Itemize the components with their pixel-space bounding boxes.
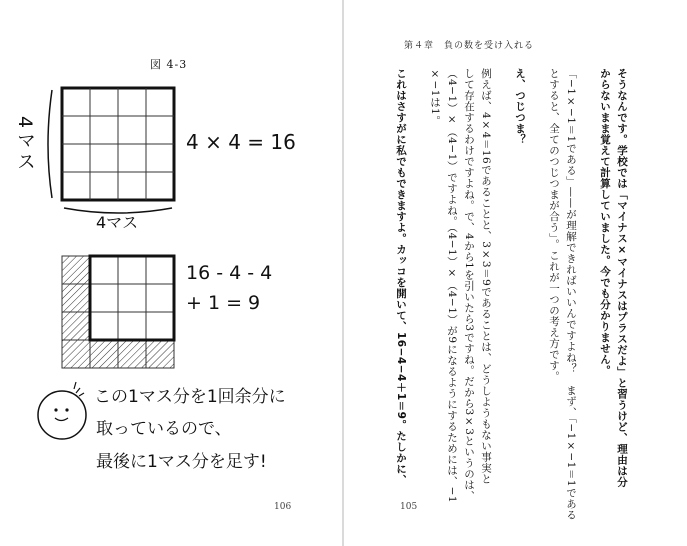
text-column: からないまま覚えて計算していました。今でも分かりません。	[599, 68, 611, 376]
left-page	[0, 0, 343, 546]
figure-caption: 図 4-3	[150, 58, 188, 71]
note-line-3: 最後に1マス分を足す!	[96, 452, 267, 472]
text-column: とすると、全てのつじつまが合う」。これが一つの考え方です。	[548, 68, 560, 382]
right-page	[344, 0, 687, 546]
note-line-1: この1マス分を1回余分に	[94, 387, 286, 407]
text-column: 例えば、4×4＝16であることと、3×3＝9であることは、どうしようもない事実と	[480, 68, 492, 485]
text-column: ×−1は1。	[429, 68, 441, 127]
equation-bottom-line2: + 1 = 9	[186, 292, 261, 314]
equation-top: 4 × 4 = 16	[186, 130, 296, 154]
text-column: 「−1×−1＝1である」——が理解できればいいんですよね？ まず、「−1×−1＝1である	[565, 68, 577, 521]
note-line-2: 取っているので、	[96, 419, 232, 439]
grid-3x3-highlight	[62, 256, 174, 368]
bottom-label: 4マス	[96, 213, 139, 232]
text-column: そうなんです。学校では「マイナス×マイナスはプラスだよ」と習うけど、理由は分	[616, 68, 628, 488]
text-column: して存在するわけですよね。で、4から1を引いたら3ですね。だから3×3というのは、	[463, 68, 475, 502]
page-number-left: 106	[274, 502, 292, 512]
page-number-right: 105	[400, 502, 418, 512]
text-column: （4−1）×（4−1）ですよね。（4−1）×（4−1）が9になるようにするためには、−1	[446, 68, 458, 504]
left-bracket	[48, 90, 52, 198]
running-head: 第４章 負の数を受け入れる	[404, 41, 535, 51]
smiley-character-icon	[38, 382, 86, 439]
equation-bottom-line1: 16 - 4 - 4	[186, 262, 273, 284]
side-label: 4マス	[14, 116, 36, 173]
grid-4x4	[62, 88, 174, 200]
text-column: え、つじつま？	[514, 68, 526, 145]
text-column: これはさすがに私でもできますよ。カッコを開いて、16−4−4＋1＝9。たしかに、	[395, 68, 407, 486]
